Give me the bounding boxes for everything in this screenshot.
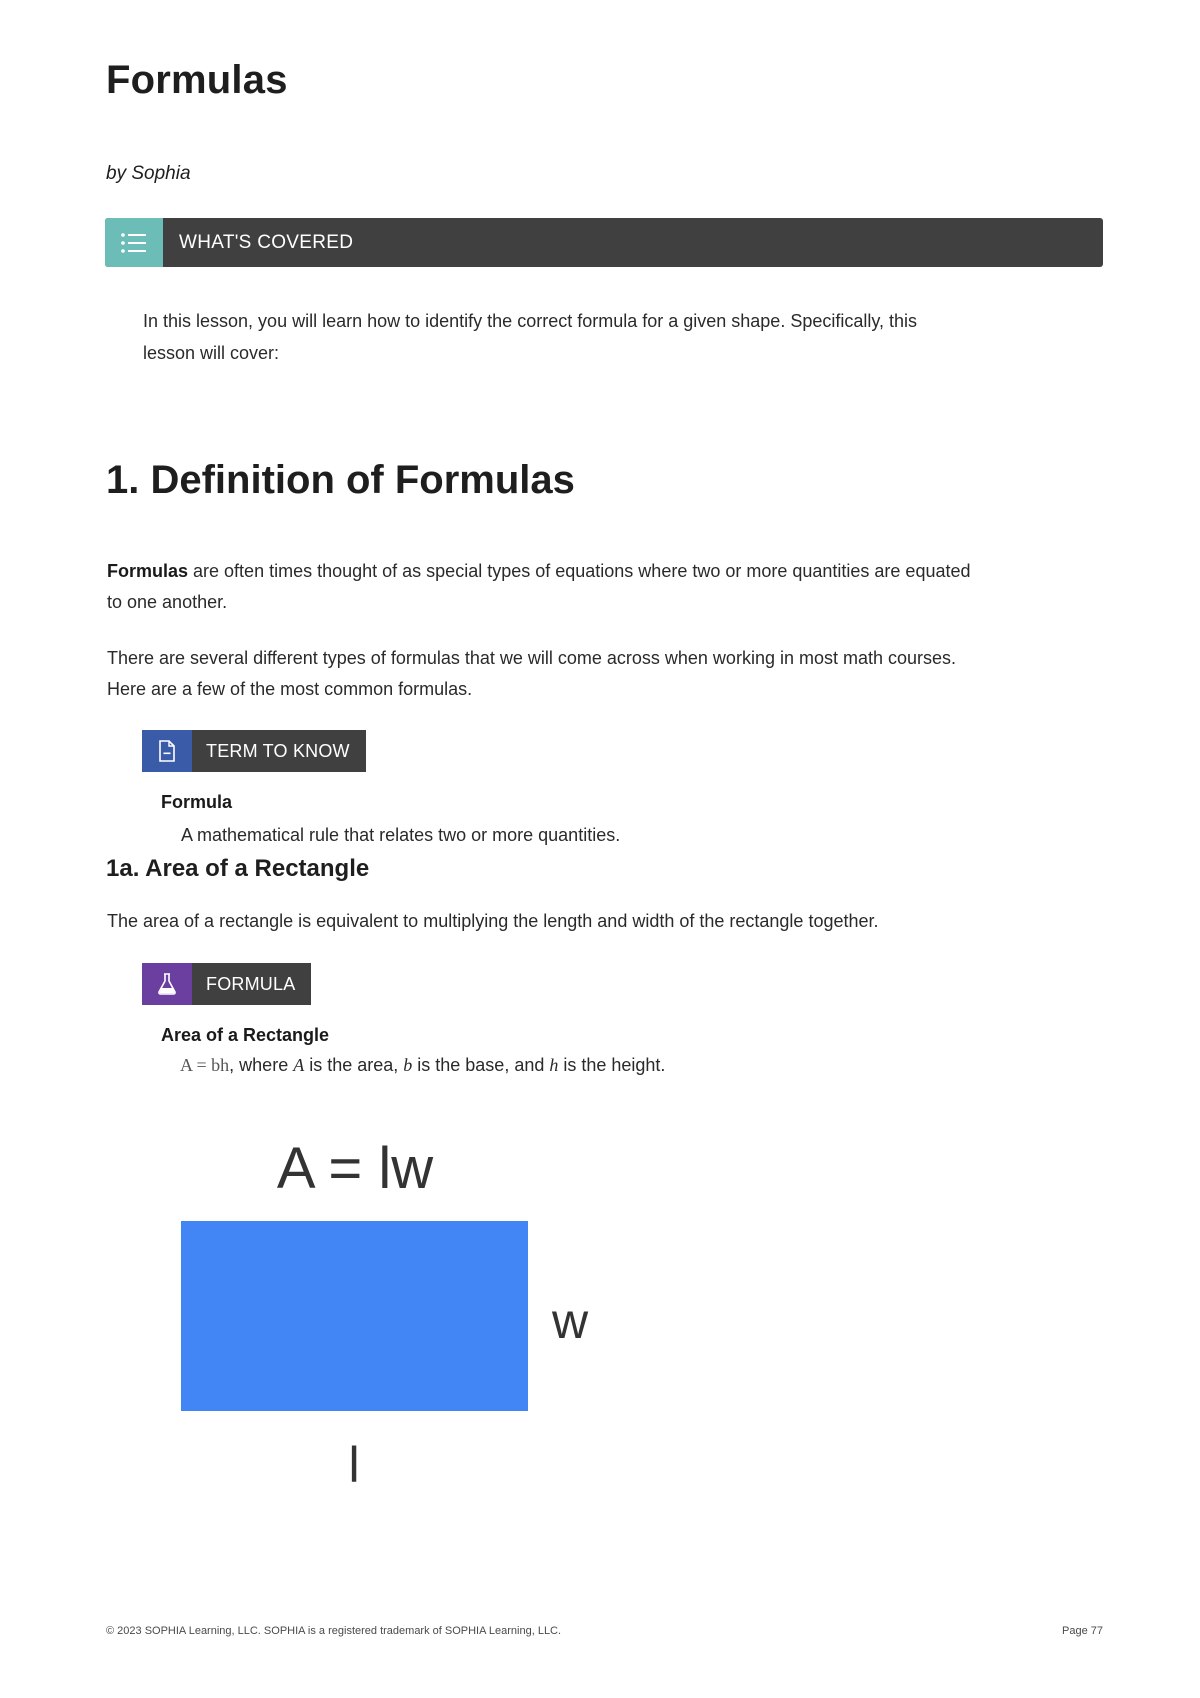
page-number: Page 77	[1062, 1625, 1103, 1637]
author-byline: by Sophia	[106, 163, 191, 184]
term-definition: A mathematical rule that relates two or more quantities.	[181, 825, 621, 845]
rectangle-shape	[181, 1221, 528, 1411]
definition-paragraph	[107, 556, 1097, 618]
paragraph-line-2: Here are a few of the most common formulas.	[107, 679, 473, 699]
page-title: Formulas	[106, 58, 288, 102]
formula-name: Area of a Rectangle	[161, 1025, 330, 1045]
formula-text: , where	[229, 1055, 294, 1075]
area-paragraph: The area of a rectangle is equivalent to multiplying the length and width of the rectangle together.	[107, 911, 879, 931]
lesson-intro	[143, 305, 1043, 369]
subsection-heading: 1a. Area of a Rectangle	[106, 855, 370, 882]
section-heading: 1. Definition of Formulas	[106, 458, 575, 502]
list-icon	[105, 218, 163, 267]
paragraph-line-1: There are several different types of formulas that we will come across when working in most math courses.	[107, 648, 957, 668]
variable-h: h	[549, 1055, 559, 1075]
figure-formula-label: A = lw	[276, 1136, 434, 1201]
term-name: Formula	[161, 792, 233, 812]
variable-a: A	[293, 1055, 305, 1075]
types-paragraph	[107, 643, 1097, 705]
intro-line-1: In this lesson, you will learn how to identify the correct formula for a given shape. Specifically, this	[143, 311, 918, 331]
formula-equation: A = bh	[180, 1055, 230, 1075]
formula-text: is the height.	[558, 1055, 666, 1075]
formula-definition	[180, 1055, 665, 1076]
formula-text: is the area,	[304, 1055, 404, 1075]
bold-term: Formulas	[107, 561, 189, 581]
formula-text: is the base, and	[412, 1055, 550, 1075]
whats-covered-label: WHAT'S COVERED	[179, 231, 354, 253]
paragraph-text: are often times thought of as special types of equations where two or more quantities are equated	[188, 561, 971, 581]
intro-line-2: lesson will cover:	[143, 343, 280, 363]
term-to-know-tag	[142, 730, 366, 772]
variable-b: b	[403, 1055, 413, 1075]
paragraph-text-line2: to one another.	[107, 592, 228, 612]
footer-copyright: © 2023 SOPHIA Learning, LLC. SOPHIA is a registered trademark of SOPHIA Learning, LLC.	[106, 1625, 562, 1637]
width-label: w	[551, 1293, 589, 1349]
term-to-know-label: TERM TO KNOW	[192, 730, 366, 772]
formula-label: FORMULA	[192, 963, 311, 1005]
length-label: l	[348, 1437, 360, 1493]
whats-covered-banner	[105, 218, 1103, 267]
rectangle-area-figure	[180, 1120, 620, 1500]
document-icon	[142, 730, 192, 772]
flask-icon	[142, 963, 192, 1005]
formula-tag	[142, 963, 311, 1005]
